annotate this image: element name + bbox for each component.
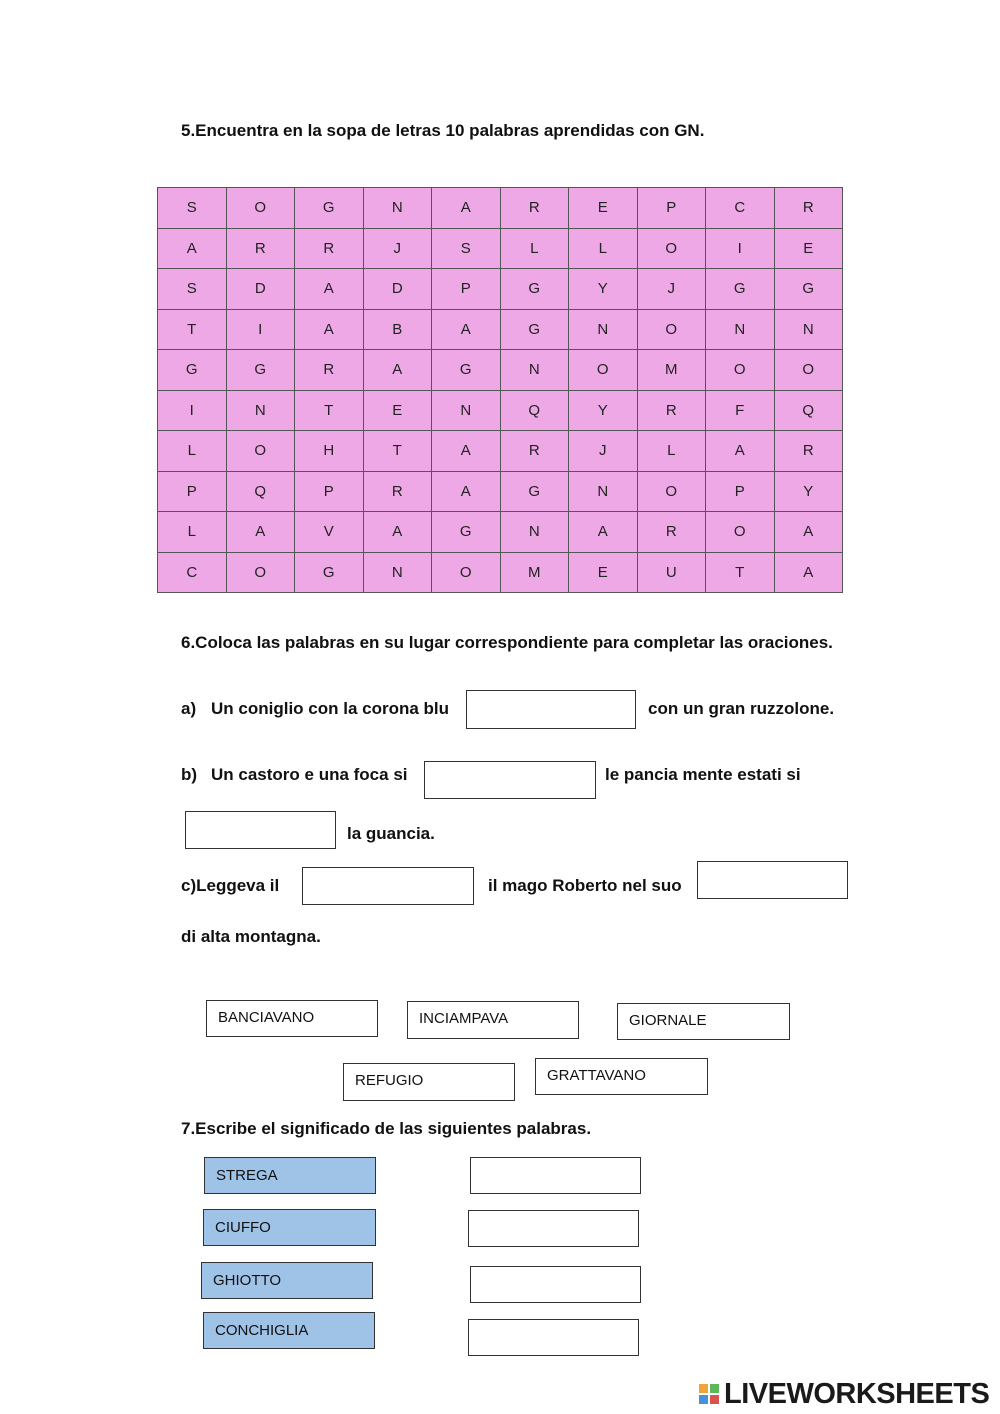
grid-cell[interactable]: O: [774, 350, 843, 391]
grid-cell[interactable]: S: [158, 188, 227, 229]
grid-cell[interactable]: E: [363, 390, 432, 431]
word-chip-inciampava[interactable]: INCIAMPAVA: [407, 1001, 579, 1039]
grid-cell[interactable]: A: [363, 512, 432, 553]
grid-cell[interactable]: V: [295, 512, 364, 553]
grid-cell[interactable]: G: [432, 512, 501, 553]
grid-cell[interactable]: N: [706, 309, 775, 350]
grid-row: [158, 552, 843, 593]
grid-cell[interactable]: F: [706, 390, 775, 431]
logo-block: [710, 1384, 719, 1393]
grid-cell[interactable]: L: [637, 431, 706, 472]
grid-cell[interactable]: N: [363, 552, 432, 593]
grid-cell[interactable]: N: [363, 188, 432, 229]
grid-row: [158, 228, 843, 269]
word-chip-giornale[interactable]: GIORNALE: [617, 1003, 790, 1040]
sentence-a-label: a): [181, 699, 197, 718]
word-chip-banciavano[interactable]: BANCIAVANO: [206, 1000, 378, 1037]
grid-cell[interactable]: B: [363, 309, 432, 350]
grid-cell[interactable]: G: [295, 552, 364, 593]
sentence-c-text: c)Leggeva il: [181, 876, 280, 895]
grid-cell[interactable]: I: [226, 309, 295, 350]
word-chip-grattavano[interactable]: GRATTAVANO: [535, 1058, 708, 1095]
grid-cell[interactable]: T: [158, 309, 227, 350]
grid-cell[interactable]: R: [500, 188, 569, 229]
grid-row: [158, 269, 843, 310]
grid-cell[interactable]: R: [637, 512, 706, 553]
grid-cell[interactable]: E: [569, 552, 638, 593]
grid-cell[interactable]: N: [432, 390, 501, 431]
sentence-c-middle: il mago Roberto nel suo: [488, 876, 682, 895]
grid-cell[interactable]: J: [637, 269, 706, 310]
grid-cell[interactable]: O: [706, 350, 775, 391]
vocab-answer-strega[interactable]: [470, 1157, 641, 1194]
grid-cell[interactable]: G: [500, 269, 569, 310]
grid-cell[interactable]: P: [637, 188, 706, 229]
grid-cell[interactable]: T: [363, 431, 432, 472]
liveworksheets-logo: [698, 1374, 989, 1414]
grid-cell[interactable]: N: [500, 350, 569, 391]
grid-cell[interactable]: G: [226, 350, 295, 391]
logo-block: [699, 1395, 708, 1404]
answer-a-input[interactable]: [466, 690, 636, 729]
logo-block: [710, 1395, 719, 1404]
grid-cell[interactable]: N: [569, 309, 638, 350]
grid-row: [158, 309, 843, 350]
grid-cell[interactable]: A: [774, 512, 843, 553]
grid-cell[interactable]: S: [158, 269, 227, 310]
logo-block: [699, 1384, 708, 1393]
question-7-heading: 7.Escribe el significado de las siguientes palabras.: [181, 1119, 592, 1138]
grid-cell[interactable]: S: [432, 228, 501, 269]
grid-cell[interactable]: G: [500, 471, 569, 512]
grid-cell[interactable]: M: [500, 552, 569, 593]
grid-cell[interactable]: O: [569, 350, 638, 391]
grid-cell[interactable]: R: [295, 228, 364, 269]
question-6-heading: 6.Coloca las palabras en su lugar correspondiente para completar las oraciones.: [181, 633, 833, 652]
grid-cell[interactable]: L: [158, 512, 227, 553]
grid-cell[interactable]: P: [432, 269, 501, 310]
grid-cell[interactable]: L: [569, 228, 638, 269]
grid-cell[interactable]: R: [500, 431, 569, 472]
logo-mark-icon: [698, 1383, 722, 1405]
grid-cell[interactable]: A: [226, 512, 295, 553]
vocab-word-conchiglia: CONCHIGLIA: [203, 1312, 375, 1349]
sentence-b-middle: le pancia mente estati si: [605, 765, 801, 784]
grid-cell[interactable]: A: [774, 552, 843, 593]
grid-row: [158, 471, 843, 512]
grid-cell[interactable]: D: [363, 269, 432, 310]
grid-cell[interactable]: A: [432, 309, 501, 350]
grid-cell[interactable]: G: [432, 350, 501, 391]
grid-cell[interactable]: A: [569, 512, 638, 553]
grid-cell[interactable]: J: [363, 228, 432, 269]
answer-b1-input[interactable]: [424, 761, 596, 799]
grid-cell[interactable]: O: [637, 309, 706, 350]
answer-c2-input[interactable]: [697, 861, 848, 899]
grid-cell[interactable]: O: [706, 512, 775, 553]
grid-cell[interactable]: A: [432, 471, 501, 512]
grid-cell[interactable]: P: [158, 471, 227, 512]
grid-cell[interactable]: N: [774, 309, 843, 350]
grid-cell[interactable]: G: [706, 269, 775, 310]
vocab-answer-ghiotto[interactable]: [470, 1266, 641, 1303]
grid-cell[interactable]: D: [226, 269, 295, 310]
grid-cell[interactable]: N: [226, 390, 295, 431]
grid-cell[interactable]: A: [363, 350, 432, 391]
word-search-grid: [157, 187, 843, 593]
grid-cell[interactable]: A: [295, 309, 364, 350]
grid-cell[interactable]: A: [432, 431, 501, 472]
grid-cell[interactable]: N: [500, 512, 569, 553]
grid-cell[interactable]: Y: [774, 471, 843, 512]
grid-cell[interactable]: R: [295, 350, 364, 391]
grid-cell[interactable]: E: [569, 188, 638, 229]
grid-cell[interactable]: T: [295, 390, 364, 431]
grid-cell[interactable]: O: [637, 228, 706, 269]
grid-cell[interactable]: A: [295, 269, 364, 310]
grid-cell[interactable]: M: [637, 350, 706, 391]
question-5-heading: 5.Encuentra en la sopa de letras 10 palabras aprendidas con GN.: [181, 121, 705, 140]
grid-cell[interactable]: Y: [569, 269, 638, 310]
sentence-b-label: b): [181, 765, 198, 784]
grid-cell[interactable]: L: [158, 431, 227, 472]
vocab-word-ciuffo: CIUFFO: [203, 1209, 376, 1246]
grid-cell[interactable]: O: [637, 471, 706, 512]
grid-cell[interactable]: R: [774, 431, 843, 472]
grid-cell[interactable]: Q: [774, 390, 843, 431]
grid-cell[interactable]: O: [432, 552, 501, 593]
grid-cell[interactable]: L: [500, 228, 569, 269]
grid-cell[interactable]: Q: [226, 471, 295, 512]
grid-cell[interactable]: C: [158, 552, 227, 593]
grid-row: [158, 512, 843, 553]
sentence-b-text: Un castoro e una foca si: [211, 765, 408, 784]
sentence-c-ending: di alta montagna.: [181, 927, 321, 946]
grid-cell[interactable]: Y: [569, 390, 638, 431]
sentence-b-ending: la guancia.: [347, 824, 435, 843]
vocab-answer-conchiglia[interactable]: [468, 1319, 639, 1356]
grid-cell[interactable]: G: [295, 188, 364, 229]
vocab-word-ghiotto: GHIOTTO: [201, 1262, 373, 1299]
grid-cell[interactable]: U: [637, 552, 706, 593]
grid-cell[interactable]: O: [226, 188, 295, 229]
grid-cell[interactable]: C: [706, 188, 775, 229]
grid-cell[interactable]: R: [363, 471, 432, 512]
grid-cell[interactable]: O: [226, 552, 295, 593]
grid-cell[interactable]: E: [774, 228, 843, 269]
logo-text: LIVEWORKSHEETS: [724, 1377, 990, 1410]
answer-b2-input[interactable]: [185, 811, 336, 849]
grid-cell[interactable]: R: [637, 390, 706, 431]
vocab-answer-ciuffo[interactable]: [468, 1210, 639, 1247]
grid-cell[interactable]: A: [432, 188, 501, 229]
grid-cell[interactable]: P: [706, 471, 775, 512]
sentence-a-text: Un coniglio con la corona blu: [211, 699, 450, 718]
grid-cell[interactable]: T: [706, 552, 775, 593]
grid-cell[interactable]: J: [569, 431, 638, 472]
grid-row: [158, 350, 843, 391]
grid-cell[interactable]: O: [226, 431, 295, 472]
grid-cell[interactable]: Q: [500, 390, 569, 431]
grid-cell[interactable]: A: [158, 228, 227, 269]
grid-cell[interactable]: P: [295, 471, 364, 512]
sentence-a-ending: con un gran ruzzolone.: [648, 699, 835, 718]
grid-cell[interactable]: G: [774, 269, 843, 310]
grid-cell[interactable]: I: [706, 228, 775, 269]
grid-cell[interactable]: N: [569, 471, 638, 512]
grid-cell[interactable]: R: [226, 228, 295, 269]
grid-cell[interactable]: A: [706, 431, 775, 472]
grid-cell[interactable]: G: [500, 309, 569, 350]
word-chip-refugio[interactable]: REFUGIO: [343, 1063, 515, 1101]
vocab-word-strega: STREGA: [204, 1157, 376, 1194]
grid-cell[interactable]: I: [158, 390, 227, 431]
grid-row: [158, 390, 843, 431]
grid-cell[interactable]: G: [158, 350, 227, 391]
grid-row: [158, 431, 843, 472]
grid-row: [158, 188, 843, 229]
answer-c1-input[interactable]: [302, 867, 474, 905]
grid-cell[interactable]: H: [295, 431, 364, 472]
grid-cell[interactable]: R: [774, 188, 843, 229]
